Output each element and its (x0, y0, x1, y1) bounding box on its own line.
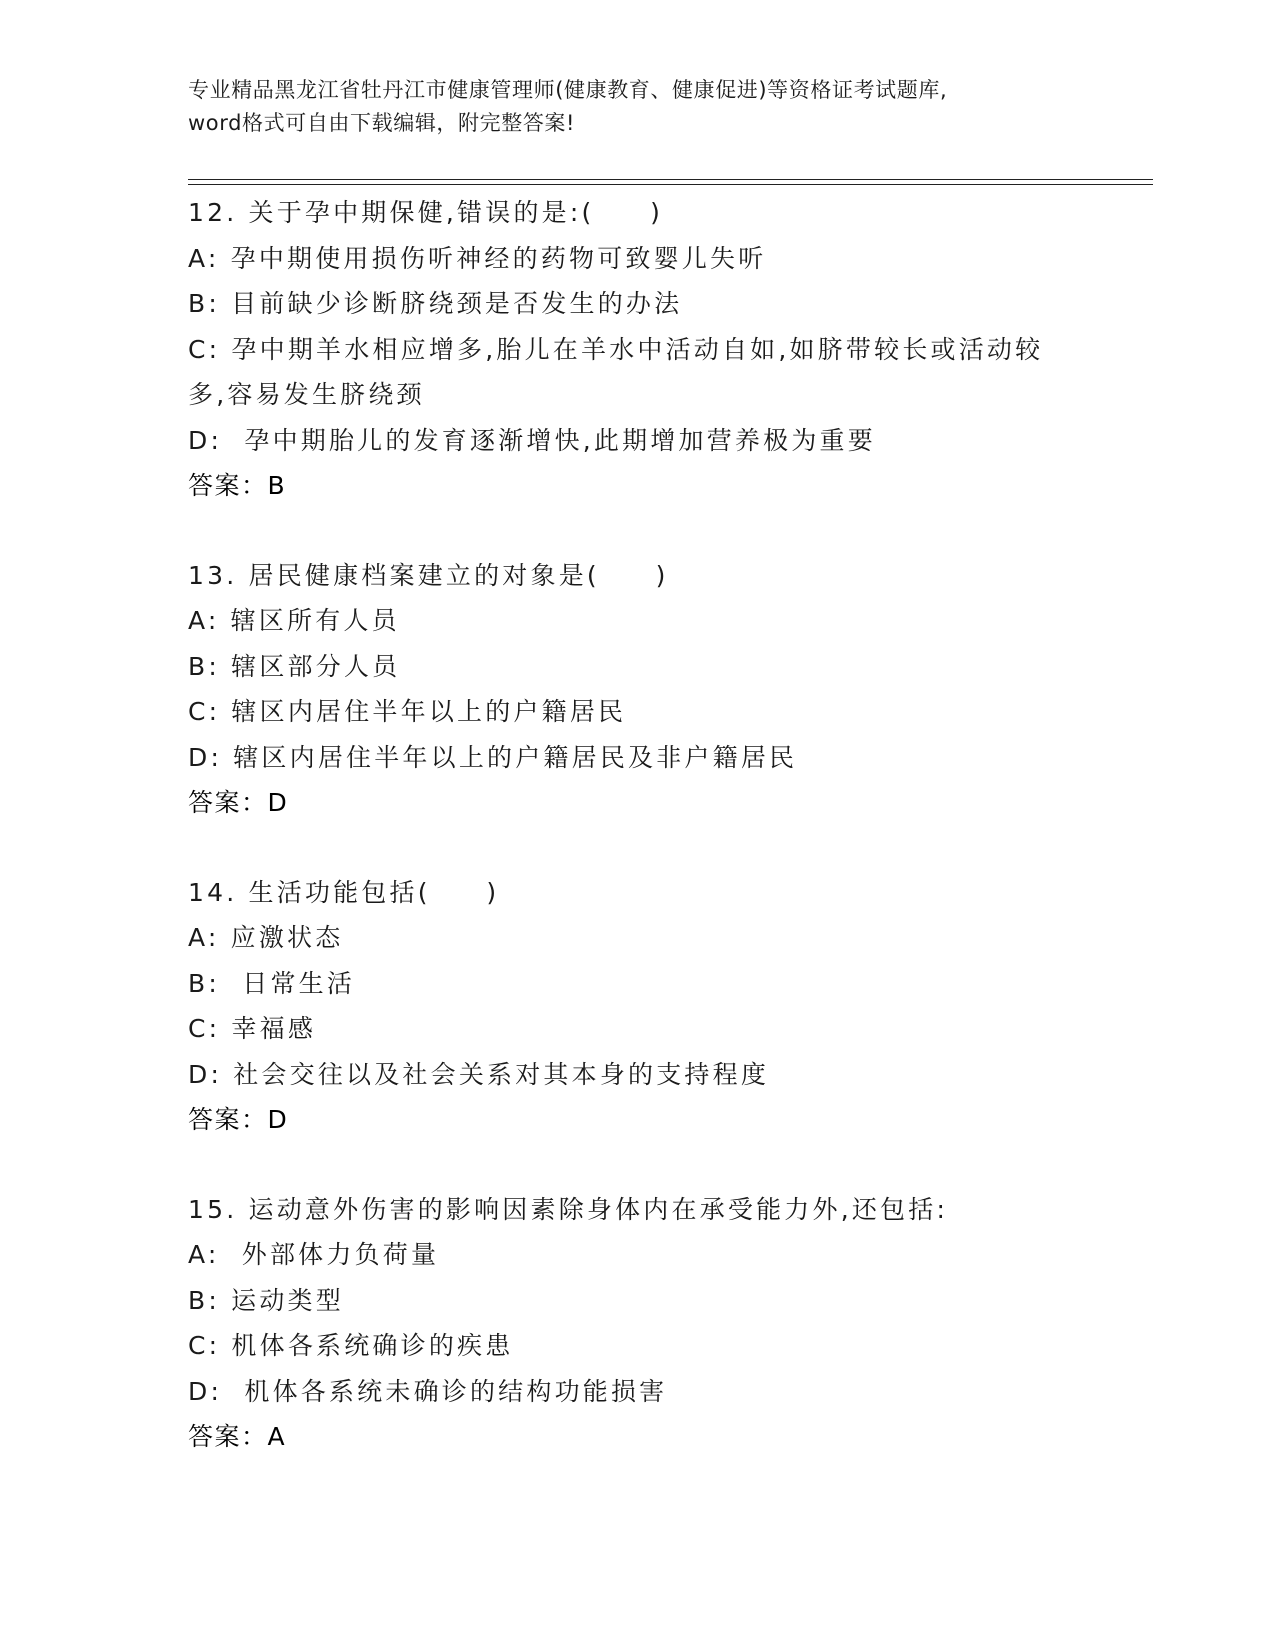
option-d: D: 辖区内居住半年以上的户籍居民及非户籍居民 (188, 742, 798, 772)
option-d: D: 机体各系统未确诊的结构功能损害 (188, 1376, 668, 1406)
option-b: B: 日常生活 (188, 968, 356, 998)
option-a: A: 辖区所有人员 (188, 606, 400, 635)
header-line-1: 专业精品黑龙江省牡丹江市健康管理师(健康教育、健康促进)等资格证考试题库, (188, 78, 948, 102)
question-15 (188, 1187, 1128, 1460)
option-a: A: 孕中期使用损伤听神经的药物可致婴儿失听 (188, 243, 767, 273)
option-d: D: 社会交往以及社会关系对其本身的支持程度 (188, 1059, 770, 1089)
question-stem: 15. 运动意外伤害的影响因素除身体内在承受能力外,还包括: (188, 1194, 949, 1224)
answer-label: 答案：B (188, 471, 287, 500)
option-b: B: 目前缺少诊断脐绕颈是否发生的办法 (188, 289, 683, 318)
option-a: A: 外部体力负荷量 (188, 1240, 440, 1269)
option-c: C: 机体各系统确诊的疾患 (188, 1331, 514, 1360)
header-line-2: word格式可自由下载编辑，附完整答案! (188, 111, 576, 135)
option-a: A: 应激状态 (188, 923, 344, 952)
question-stem: 13. 居民健康档案建立的对象是( ) (188, 560, 669, 590)
answer-label: 答案：A (188, 1422, 287, 1451)
answer-label: 答案：D (188, 788, 289, 817)
option-c: C: 辖区内居住半年以上的户籍居民 (188, 697, 627, 726)
option-c: C: 孕中期羊水相应增多,胎儿在羊水中活动自如,如脐带较长或活动较多,容易发生脐绕颈 (188, 334, 1044, 409)
question-list (188, 190, 1128, 1504)
option-d: D: 孕中期胎儿的发育逐渐增快,此期增加营养极为重要 (188, 425, 876, 455)
answer-label: 答案：D (188, 1105, 289, 1134)
question-stem: 14. 生活功能包括( ) (188, 877, 500, 907)
question-14 (188, 870, 1128, 1143)
question-stem: 12. 关于孕中期保健,错误的是:( ) (188, 198, 664, 227)
option-b: B: 辖区部分人员 (188, 651, 401, 681)
document-header (188, 74, 1088, 140)
option-c: C: 幸福感 (188, 1014, 317, 1043)
header-divider-top (188, 179, 1153, 180)
question-13 (188, 553, 1128, 826)
option-b: B: 运动类型 (188, 1285, 344, 1315)
header-divider-bottom (188, 184, 1153, 185)
question-12 (188, 190, 1128, 509)
